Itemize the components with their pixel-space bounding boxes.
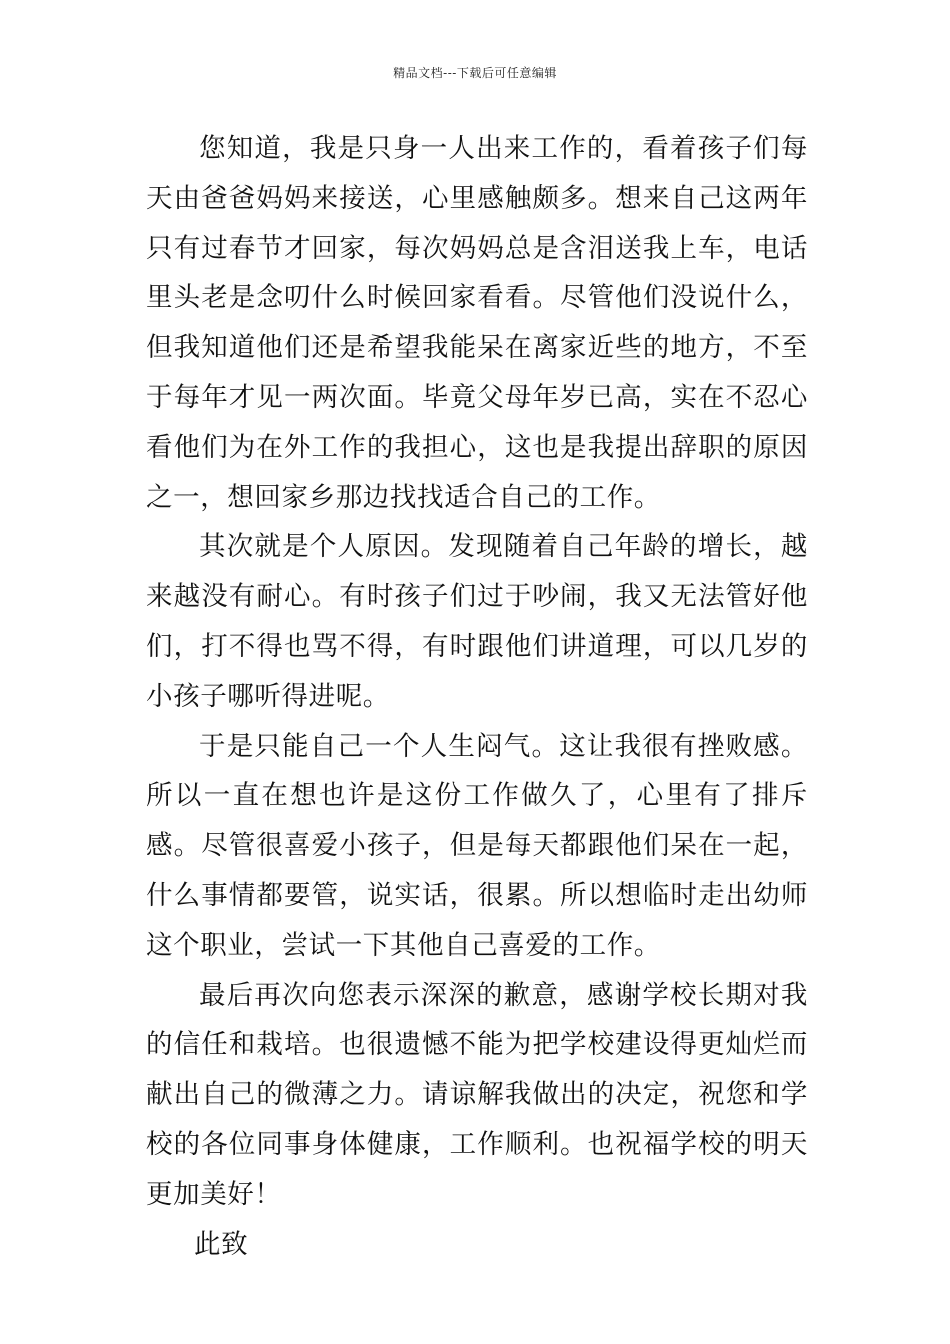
paragraph-personal-reason: 其次就是个人原因。发现随着自己年龄的增长，越来越没有耐心。有时孩子们过于吵闹，我又无法管好他们，打不得也骂不得，有时跟他们讲道理，可以几岁的小孩子哪听得进呢。 bbox=[146, 531, 808, 712]
paragraph-family-reason: 您知道，我是只身一人出来工作的，看着孩子们每天由爸爸妈妈来接送，心里感触颇多。想来自己这两年只有过春节才回家，每次妈妈总是含泪送我上车，电话里头老是念叨什么时候回家看看。尽管他们没说什么，但我知道他们还是希望我能呆在离家近些的地方，不至于每年才见一两次面。毕竟父母年岁已高，实在不忍心看他们为在外工作的我担心，这也是我提出辞职的原因之一，想回家乡那边找找适合自己的工作。 bbox=[146, 133, 808, 513]
paragraph-thanks: 最后再次向您表示深深的歉意，感谢学校长期对我的信任和栽培。也很遗憾不能为把学校建设得更灿烂而献出自己的微薄之力。请谅解我做出的决定，祝您和学校的各位同事身体健康，工作顺利。也祝福学校的明天更加美好！ bbox=[146, 979, 808, 1210]
letter-body bbox=[146, 124, 808, 1269]
paragraph-frustration: 于是只能自己一个人生闷气。这让我很有挫败感。所以一直在想也许是这份工作做久了，心里有了排斥感。尽管很喜爱小孩子，但是每天都跟他们呆在一起，什么事情都要管，说实话，很累。所以想临时走出幼师这个职业，尝试一下其他自己喜爱的工作。 bbox=[146, 730, 808, 961]
closing-salutation: 此致 bbox=[194, 1228, 249, 1260]
page-header: 精品文档---下载后可任意编辑 bbox=[393, 66, 557, 80]
